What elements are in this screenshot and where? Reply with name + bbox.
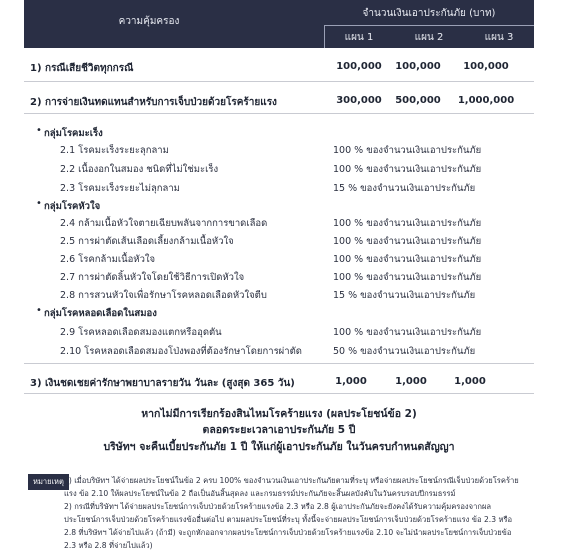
row-death-plan1: 100,000	[336, 61, 382, 72]
sub-item: 2.1 โรคมะเร็งระยะลุกลาม	[60, 145, 169, 156]
sub-item: 2.10 โรคหลอดเลือดสมองโป่งพองที่ต้องรักษาโดยการผ่าตัด	[60, 346, 302, 357]
note-line: 2.8 ที่บริษัทฯ ได้จ่ายไปแล้ว (ถ้ามี) จะถูกหักออกจากผลประโยชน์การเจ็บป่วยด้วยโรคร้ายแรงข้อ 2.10 จะไม่นำผลประโยชน์การเจ็บป่วยข้อ	[64, 528, 512, 537]
sub-item: 2.3 โรคมะเร็งระยะไม่ลุกลาม	[60, 183, 180, 194]
row-critical-plan1: 300,000	[336, 95, 382, 106]
row-death-label: 1) กรณีเสียชีวิตทุกกรณี	[30, 63, 134, 74]
note-tag: หมายเหตุ	[28, 474, 69, 490]
bullet-icon: •	[36, 198, 42, 209]
row-daily-plan2: 1,000	[395, 376, 427, 387]
coverage-header: ความคุ้มครอง	[118, 16, 180, 27]
sub-item: 2.7 การผ่าตัดลิ้นหัวใจโดยใช้วิธีการเปิดหัวใจ	[60, 272, 245, 283]
row-divider	[24, 393, 534, 394]
row-divider	[24, 363, 534, 364]
sub-item-value: 100 % ของจำนวนเงินเอาประกันภัย	[333, 164, 482, 175]
bullet-icon: •	[36, 305, 42, 316]
note-line: 2) กรณีที่บริษัทฯ ได้จ่ายผลประโยชน์การเจ็บป่วยด้วยโรคร้ายแรงข้อ 2.3 หรือ 2.8 ผู้เอาประกันภัยจะยังคงได้รับความคุ้มครองจากผล	[64, 502, 492, 511]
sub-item: 2.4 กล้ามเนื้อหัวใจตายเฉียบพลันจากการขาดเลือด	[60, 218, 268, 229]
footer-line: หากไม่มีการเรียกร้องสินไหมโรคร้ายแรง (ผลประโยชน์ข้อ 2)	[141, 408, 417, 420]
sub-item-value: 100 % ของจำนวนเงินเอาประกันภัย	[333, 236, 482, 247]
row-critical-plan2: 500,000	[395, 95, 441, 106]
sub-item: 2.8 การสวนหัวใจเพื่อรักษาโรคหลอดเลือดหัวใจตีบ	[60, 290, 267, 301]
group-heart: กลุ่มโรคหัวใจ	[44, 201, 101, 212]
sub-item-value: 100 % ของจำนวนเงินเอาประกันภัย	[333, 145, 482, 156]
plan-3-header: แผน 3	[484, 32, 514, 43]
row-divider	[24, 81, 534, 82]
footer-line: บริษัทฯ จะคืนเบี้ยประกันภัย 1 ปี ให้แก่ผู้เอาประกันภัย ในวันครบกำหนดสัญญา	[103, 441, 455, 453]
sub-item: 2.2 เนื้องอกในสมอง ชนิดที่ไม่ใช่มะเร็ง	[60, 164, 219, 175]
sub-item-value: 100 % ของจำนวนเงินเอาประกันภัย	[333, 272, 482, 283]
sub-item-value: 100 % ของจำนวนเงินเอาประกันภัย	[333, 254, 482, 265]
sub-item: 2.6 โรคกล้ามเนื้อหัวใจ	[60, 254, 156, 265]
sub-item-value: 15 % ของจำนวนเงินเอาประกันภัย	[333, 290, 476, 301]
sub-item-value: 100 % ของจำนวนเงินเอาประกันภัย	[333, 218, 482, 229]
note-line: ประโยชน์การเจ็บป่วยด้วยโรคร้ายแรงข้ออื่นต่อไป ตามผลประโยชน์ที่ระบุ ทั้งนี้จะจ่ายผลประโยชน์การเจ็บป่วยด้วยโรคร้ายแรง ข้อ 2.3 หรือ	[64, 515, 513, 524]
sub-item-value: 50 % ของจำนวนเงินเอาประกันภัย	[333, 346, 476, 357]
footer-line: ตลอดระยะเวลาเอาประกันภัย 5 ปี	[202, 424, 356, 436]
row-death-plan2: 100,000	[395, 61, 441, 72]
sub-item: 2.9 โรคหลอดเลือดสมองแตกหรืออุดตัน	[60, 327, 222, 338]
group-cancer: กลุ่มโรคมะเร็ง	[44, 128, 103, 139]
insured-amount-header: จำนวนเงินเอาประกันภัย (บาท)	[362, 8, 496, 19]
row-critical-label: 2) การจ่ายเงินทดแทนสำหรับการเจ็บป่วยด้วยโรคร้ายแรง	[30, 97, 277, 108]
sub-item: 2.5 การผ่าตัดเส้นเลือดเลี้ยงกล้ามเนื้อหัวใจ	[60, 236, 234, 247]
plan-2-header: แผน 2	[414, 32, 444, 43]
group-stroke: กลุ่มโรคหลอดเลือดในสมอง	[44, 308, 157, 319]
bullet-icon: •	[36, 125, 42, 136]
row-daily-plan3: 1,000	[454, 376, 486, 387]
row-divider	[24, 113, 534, 114]
note-line: แรง ข้อ 2.10 ให้ผลประโยชน์ในข้อ 2 ถือเป็นอันสิ้นสุดลง และกรมธรรม์ประกันภัยจะสิ้นผลบังคับในวันครบรอบปีกรมธรรม์	[64, 489, 456, 498]
plan-1-header: แผน 1	[344, 32, 374, 43]
sub-item-value: 100 % ของจำนวนเงินเอาประกันภัย	[333, 327, 482, 338]
row-daily-label: 3) เงินชดเชยค่ารักษาพยาบาลรายวัน วันละ (สูงสุด 365 วัน)	[30, 378, 295, 389]
note-line: 2.3 หรือ 2.8 ที่จ่ายไปแล้ว)	[64, 541, 153, 550]
row-daily-plan1: 1,000	[335, 376, 367, 387]
sub-item-value: 15 % ของจำนวนเงินเอาประกันภัย	[333, 183, 476, 194]
row-death-plan3: 100,000	[463, 61, 509, 72]
row-critical-plan3: 1,000,000	[457, 95, 515, 106]
header-divider	[324, 25, 534, 26]
table-header	[24, 0, 534, 48]
note-line: 1) เมื่อบริษัทฯ ได้จ่ายผลประโยชน์ในข้อ 2 ครบ 100% ของจำนวนเงินเอาประกันภัยตามที่ระบุ หรือจ่ายผลประโยชน์กรณีเจ็บป่วยด้วยโรคร้าย	[64, 476, 519, 485]
